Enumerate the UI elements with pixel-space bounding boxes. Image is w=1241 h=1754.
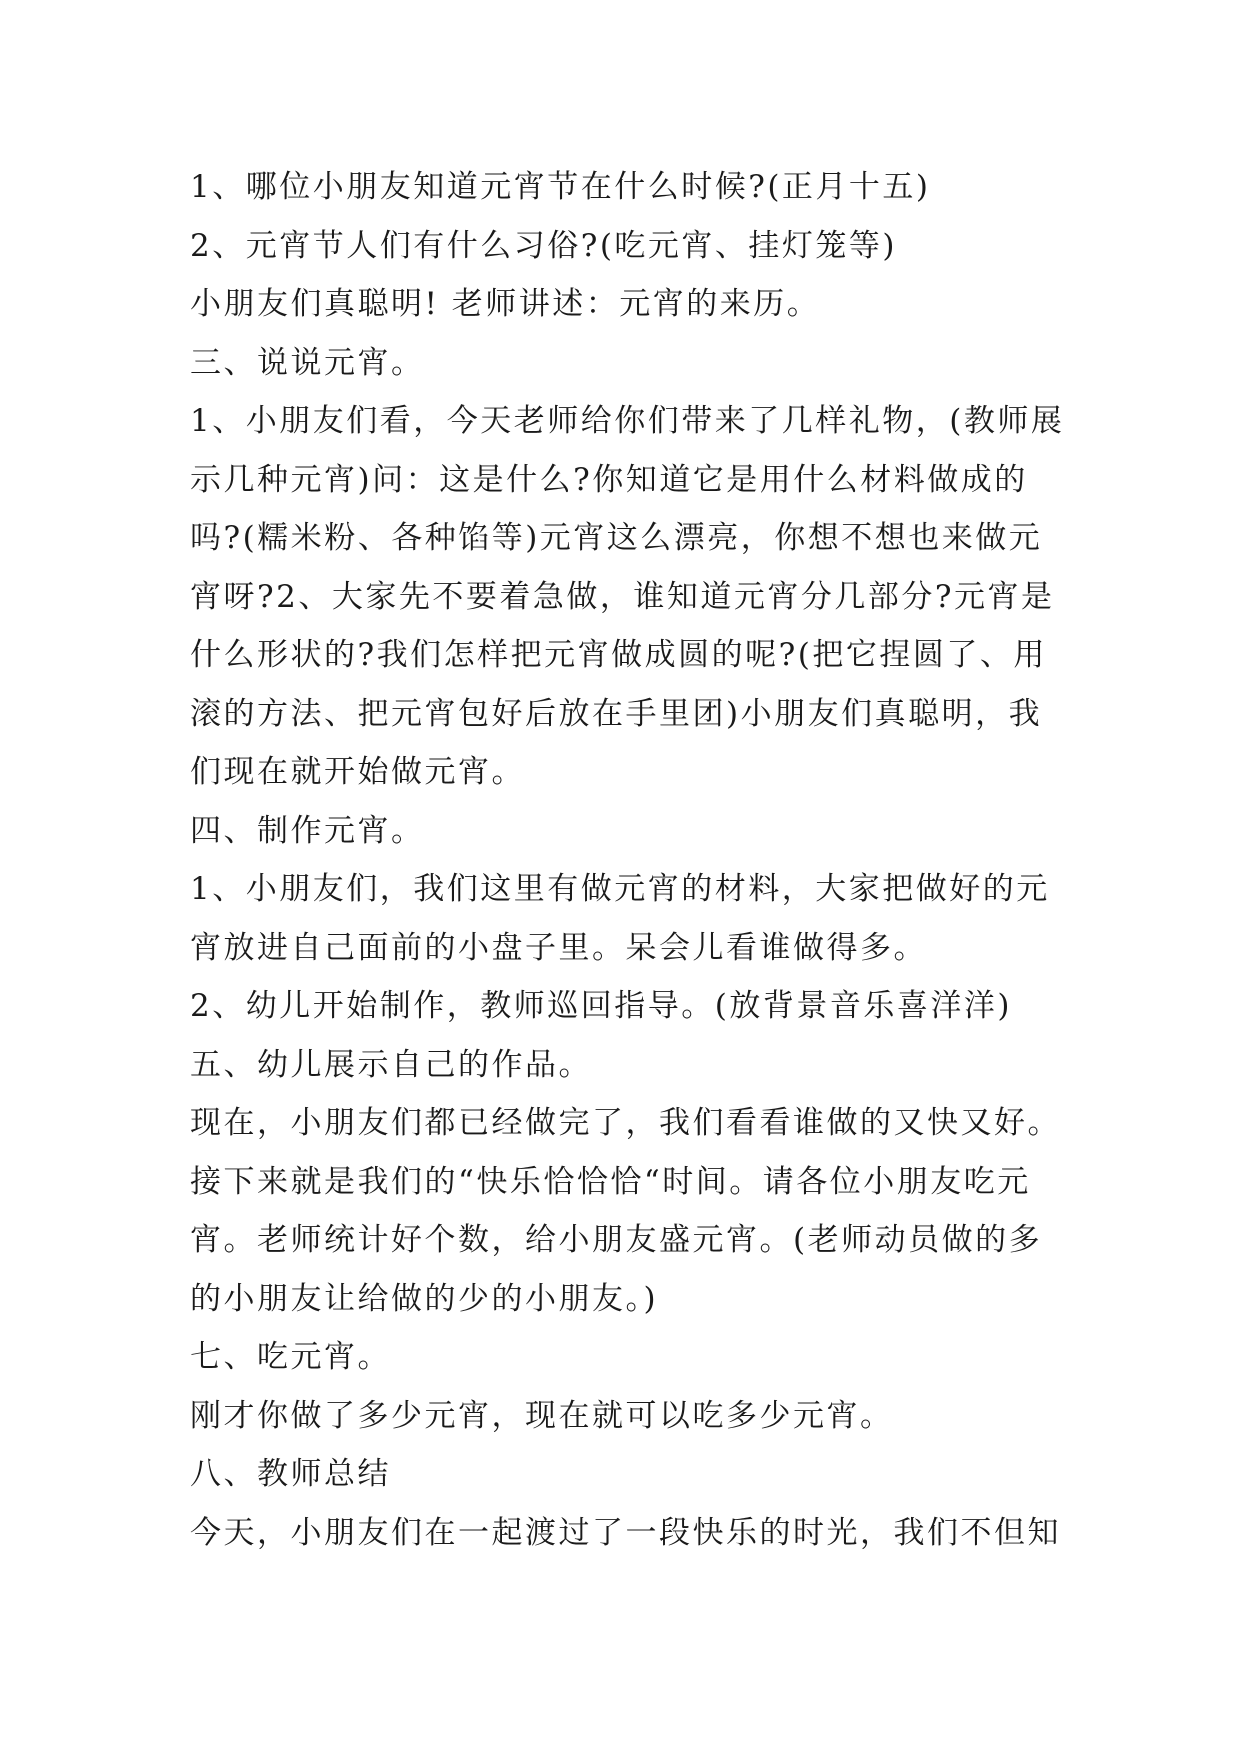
text-line: 宵。老师统计好个数，给小朋友盛元宵。(老师动员做的多: [190, 1222, 1043, 1258]
text-line: 吗?(糯米粉、各种馅等)元宵这么漂亮，你想不想也来做元: [190, 520, 1043, 556]
text-line: 宵呀?2、大家先不要着急做，谁知道元宵分几部分?元宵是: [190, 578, 1055, 615]
text-line: 刚才你做了多少元宵，现在就可以吃多少元宵。: [190, 1397, 894, 1434]
section-heading: 三、说说元宵。: [190, 344, 425, 381]
text-line: 小朋友们真聪明! 老师讲述：元宵的来历。: [190, 286, 821, 322]
text-line: 滚的方法、把元宵包好后放在手里团)小朋友们真聪明，我: [190, 695, 1043, 732]
text-line: 的小朋友让给做的少的小朋友。): [190, 1280, 659, 1317]
text-line: 2、元宵节人们有什么习俗?(吃元宵、挂灯笼等): [190, 227, 898, 264]
text-line: 1、小朋友们看，今天老师给你们带来了几样礼物，(教师展: [190, 403, 1065, 439]
text-line: 什么形状的?我们怎样把元宵做成圆的呢?(把它捏圆了、用: [190, 637, 1047, 673]
text-line: 1、小朋友们，我们这里有做元宵的材料，大家把做好的元: [190, 871, 1050, 907]
text-line: 2、幼儿开始制作，教师巡回指导。(放背景音乐喜洋洋): [190, 988, 1012, 1024]
text-line: 示几种元宵)问：这是什么?你知道它是用什么材料做成的: [190, 461, 1028, 498]
document-body: [190, 158, 1070, 1562]
text-line: 现在，小朋友们都已经做完了，我们看看谁做的又快又好。: [190, 1105, 1061, 1141]
section-heading: 八、教师总结: [190, 1456, 391, 1492]
text-line: 今天，小朋友们在一起渡过了一段快乐的时光，我们不但知: [190, 1514, 1061, 1551]
text-line: 们现在就开始做元宵。: [190, 754, 525, 790]
section-heading: 五、幼儿展示自己的作品。: [190, 1046, 592, 1083]
text-line: 宵放进自己面前的小盘子里。呆会儿看谁做得多。: [190, 929, 927, 966]
text-line: 接下来就是我们的“快乐恰恰恰“时间。请各位小朋友吃元: [190, 1163, 1031, 1200]
section-heading: 四、制作元宵。: [190, 812, 425, 849]
text-line: 1、哪位小朋友知道元宵节在什么时候?(正月十五): [190, 169, 931, 205]
section-heading: 七、吃元宵。: [190, 1339, 391, 1375]
